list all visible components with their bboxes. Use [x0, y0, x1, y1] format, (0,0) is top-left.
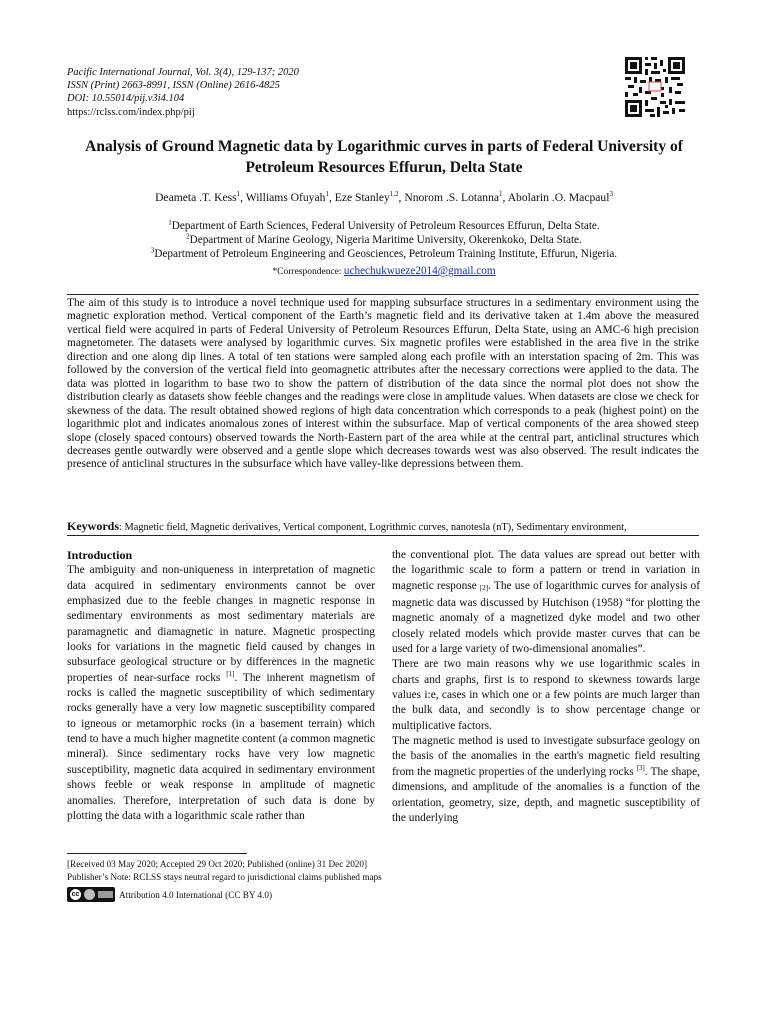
- journal-citation: Pacific International Journal, Vol. 3(4), 129-137; 2020: [67, 67, 299, 78]
- license-text: Attribution 4.0 International (CC BY 4.0): [119, 890, 273, 900]
- citation-ref[interactable]: [1]: [226, 669, 235, 678]
- abstract-bottom-rule: [67, 535, 699, 536]
- author: Abolarin .O. Macpaul$^3$: [507, 190, 613, 204]
- author: Williams Ofuyah$^1$: [245, 190, 329, 204]
- keywords: [67, 519, 699, 535]
- abstract-top-rule: [67, 294, 699, 295]
- citation-ref[interactable]: [3]: [636, 764, 645, 773]
- footnotes: [67, 858, 699, 884]
- footnote-rule: [67, 853, 247, 854]
- paper-title: Analysis of Ground Magnetic data by Logarithmic curves in parts of Federal University of Petroleum Resources Effurun, Delta State: [85, 138, 683, 176]
- cc-by-license-icon[interactable]: [67, 887, 115, 902]
- journal-url[interactable]: https://rclss.com/index.php/pij: [67, 106, 195, 118]
- license-bar-icon: [98, 891, 113, 898]
- affiliation-list: [70, 219, 698, 262]
- correspondence-label: *Correspondence:: [272, 267, 344, 277]
- author: Eze Stanley$^{1,2}$: [334, 190, 399, 204]
- publisher-note: Publisher’s Note: RCLSS stays neutral regard to jurisdictional claims published maps: [67, 872, 382, 882]
- author-list: Deameta .T. Kess$^1$, Williams Ofuyah$^1$, Eze Stanley$^{1,2}$, Nnorom .S. Lotanna$^1$, Abolarin .O. Macpaul$^3$: [155, 190, 613, 204]
- author: Deameta .T. Kess$^1$: [155, 190, 241, 204]
- keywords-text: : Magnetic field, Magnetic derivatives, Vertical component, Logrithmic curves, nanotesla (nT), Sedimentary environment,: [119, 522, 627, 533]
- affiliation: $^2$Department of Marine Geology, Nigeria Maritime University, Okerenkoko, Delta State.: [186, 232, 582, 247]
- paragraph: There are two main reasons why we use logarithmic scales in charts and graphs, first is to respond to skewness towards large values i:e, cases in which one or a few points are much larger than the bulk data, and secondly is to show percentage change or multiplicative factors.: [392, 658, 700, 732]
- affiliation: $^1$Department of Earth Sciences, Federal University of Petroleum Resources Effurun, Delta State.: [168, 218, 600, 232]
- by-icon: [84, 889, 95, 900]
- cc-icon: cc: [71, 891, 80, 898]
- affiliation: $^3$Department of Petroleum Engineering and Geosciences, Petroleum Training Institute, Effurun, Nigeria.: [150, 246, 618, 261]
- journal-issn: ISSN (Print) 2663-8991, ISSN (Online) 2616-4825: [67, 80, 280, 92]
- qr-code-icon: [625, 57, 685, 117]
- section-heading-introduction: Introduction: [67, 548, 133, 562]
- journal-doi: DOI: 10.55014/pij.v3i4.104: [67, 93, 185, 105]
- paragraph: The magnetic method is used to investigate subsurface geology on the basis of the anomalies in the earth's magnetic field resulting from the magnetic properties of the underlying rocks [3]. The shape, dimensions, and amplitude of the anomalies is a function of the orientation, geometry, size, depth, and magnetic susceptibility of the underlying: [392, 735, 700, 824]
- abstract-text: The aim of this study is to introduce a novel technique used for mapping subsurface structures in a sedimentary environment using the magnetic exploration method. Vertical component of the Earth’s magnetic field and its derivative taken at 1.4m above the measured vertical field were acquired in parts of Federal University of Petroleum Resources Effurun, Delta State, using an AMC-6 high precision magnetometer. The datasets were analysed by logarithmic curves. Six magnetic profiles were established in the area five in the strike direction and one along dip lines. A total of ten stations were sampled along each profile with an interstation spacing of 2m. This was followed by the conversion of the vertical field into geomagnetic attributes after the necessary corrections were applied to the data. The data was plotted in logarithm to base two to show the pattern of distribution of the data since the normal plot does not show the distribution clearly as datasets show feeble changes and the readings were close in amplitude values. When datasets are close we check for skewness of the data. The result obtained showed regions of high data concentration which corresponds to a peak (highest point) on the logarithmic plot and indicates anomalous zones of interest within the subsurface. Map of vertical components of the area showed steep slope (closely spaced contours) observed towards the North-Eastern part of the area while at the central part, anticlinal structures which decreases gentle outwardly were observed and a gentle slope which decreases towards west was also observed. The result indicates the presence of anticlinal structures in the subsurface which have valley-like depressions between them.: [67, 297, 699, 471]
- body-column-right: [392, 548, 700, 826]
- author: Nnorom .S. Lotanna$^1$: [404, 190, 503, 204]
- body-column-left: [67, 548, 375, 824]
- paragraph: the conventional plot. The data values are spread out better with the logarithmic scale to form a pattern or trend in variation in magnetic response [2]. The use of logarithmic curves for analysis of magnetic data was discussed by Hutchison (1958) “for plotting the magnetic anomaly of a magnetized dyke model and two other closely related models which provide master curves that can be used for a large variety of two-dimensional anomalies”.: [392, 549, 700, 656]
- correspondence-email-link[interactable]: uchechukwueze2014@gmail.com: [343, 265, 496, 277]
- citation-ref[interactable]: [2]: [479, 583, 489, 592]
- journal-header: [67, 66, 547, 119]
- paragraph: The ambiguity and non-uniqueness in interpretation of magnetic data acquired in sedimentary environments cannot be over emphasized due to the feeble changes in magnetic response in sedimentary environments as most sedimentary materials are paramagnetic and diamagnetic in nature. Magnetic prospecting looks for variations in the magnetic field caused by changes in subsurface geological structure or by differences in the magnetic properties of near-surface rocks [1]. The inherent magnetism of rocks is called the magnetic susceptibility of which sedimentary rocks generally have a very low magnetic susceptibility compared to igneous or metamorphic rocks (in a basement terrain) which tend to have a much higher magnetite content (a common magnetic mineral). Since sedimentary rocks have very low magnetic susceptibility, magnetic data acquired in sedimentary environment shows feeble or weak response in amplitude of magnetic anomalies. Therefore, interpretation of such data is done by plotting the data with a logarithmic scale rather than: [67, 564, 375, 822]
- publication-dates: [Received 03 May 2020; Accepted 29 Oct 2020; Published (online) 31 Dec 2020]: [67, 859, 368, 869]
- keywords-label: Keywords: [67, 519, 119, 533]
- correspondence: [70, 264, 698, 279]
